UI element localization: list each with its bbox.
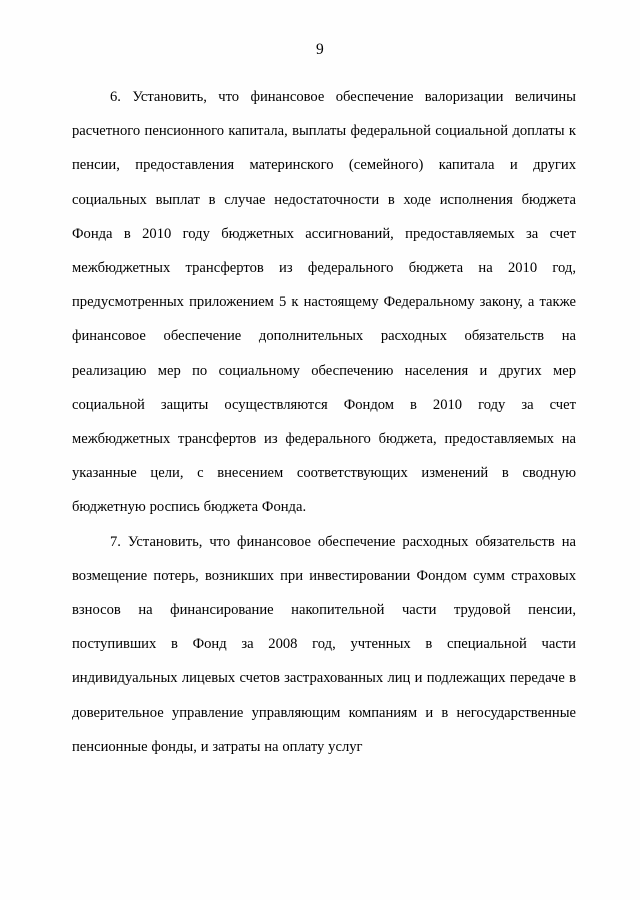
paragraph-7: 7. Установить, что финансовое обеспечение расходных обязательств на возмещение потерь, возникших при инвестировании Фондом сумм страховых взносов на финансирование накопительной части трудовой пенсии, поступивших в Фонд за 2008 год, учтенных в специальной части индивидуальных лицевых счетов застрахованных лиц и подлежащих передаче в доверительное управление управляющим компаниям и в негосударственные пенсионные фонды, и затраты на оплату услуг	[72, 533, 576, 755]
page-number: 9	[316, 41, 324, 58]
paragraph-6: 6. Установить, что финансовое обеспечение валоризации величины расчетного пенсионного капитала, выплаты федеральной социальной доплаты к пенсии, предоставления материнского (семейного) капитала и других социальных выплат в случае недостаточности в ходе исполнения бюджета Фонда в 2010 году бюджетных ассигнований, предоставляемых за счет межбюджетных трансфертов из федерального бюджета на 2010 год, предусмотренных приложением 5 к настоящему Федеральному закону, а также финансовое обеспечение дополнительных расходных обязательств на реализацию мер по социальному обеспечению населения и других мер социальной защиты осуществляются Фондом в 2010 году за счет межбюджетных трансфертов из федерального бюджета, предоставляемых на указанные цели, с внесением соответствующих изменений в сводную бюджетную роспись бюджета Фонда.	[72, 89, 576, 516]
document-body	[72, 80, 576, 764]
